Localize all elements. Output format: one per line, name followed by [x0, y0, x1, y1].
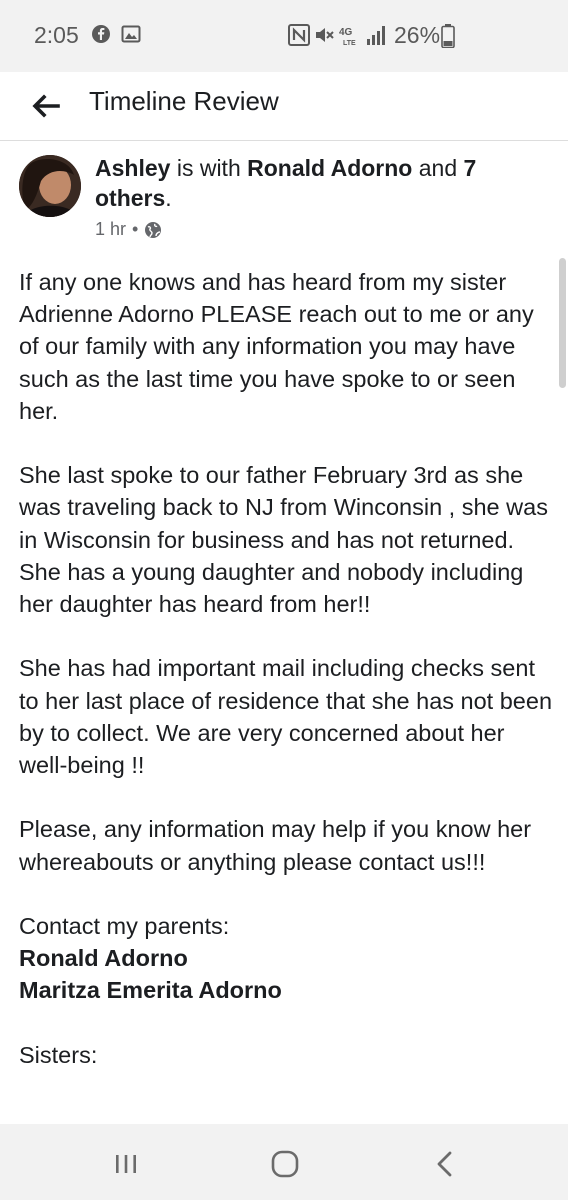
svg-text:4G: 4G — [339, 27, 353, 38]
recent-apps-icon — [106, 1144, 146, 1184]
post-paragraph: Please, any information may help if you know her whereabouts or anything please contact us!!! — [19, 816, 532, 875]
post-paragraph: If any one knows and has heard from my sister Adrienne Adorno PLEASE reach out to me or any of our family with any information you may have such as the last time you have spoke to or seen her. — [19, 269, 534, 424]
tagged-name[interactable]: Ronald Adorno — [247, 155, 413, 181]
home-icon — [265, 1144, 305, 1184]
post-meta — [95, 219, 162, 240]
battery-percent: 26% — [394, 22, 441, 48]
nav-back-button[interactable] — [425, 1144, 465, 1184]
author-avatar[interactable] — [19, 155, 81, 217]
page-title: Timeline Review — [89, 86, 279, 116]
sisters-label: Sisters: — [19, 1041, 98, 1068]
contact-name: Maritza Emerita Adorno — [19, 977, 282, 1004]
period: . — [165, 185, 172, 211]
app-header — [0, 72, 568, 141]
post-paragraph: She has had important mail including checks sent to her last place of residence that she has not been by to collect. We are very concerned about her well-being !! — [19, 655, 553, 779]
post-time[interactable]: 1 hr — [95, 219, 127, 239]
post-author-line — [95, 153, 535, 213]
and-text: and — [412, 155, 464, 181]
mute-icon — [313, 24, 335, 46]
contact-name: Ronald Adorno — [19, 945, 188, 972]
battery-icon — [441, 24, 455, 48]
meta-dot: • — [132, 219, 139, 239]
back-icon — [425, 1144, 465, 1184]
status-time: 2:05 — [34, 22, 79, 48]
gallery-icon — [121, 24, 141, 44]
4g-lte-icon — [338, 24, 362, 48]
with-text: is with — [170, 155, 248, 181]
post-paragraph: She last spoke to our father February 3rd as she was traveling back to NJ from Winconsin , she was in Wisconsin for business and has not returned. She has a young daughter and nobody including her daughter has heard from her!! — [19, 462, 548, 618]
scrollbar[interactable] — [559, 258, 566, 388]
status-bar — [0, 0, 568, 72]
nfc-icon — [288, 24, 310, 46]
svg-text:LTE: LTE — [343, 40, 356, 47]
back-button[interactable] — [24, 84, 68, 128]
recent-apps-button[interactable] — [106, 1144, 146, 1184]
author-name[interactable]: Ashley — [95, 155, 171, 181]
post-body — [19, 266, 554, 1103]
arrow-left-icon — [24, 84, 68, 128]
avatar-photo — [19, 155, 81, 217]
signal-icon — [366, 24, 388, 46]
globe-icon — [144, 221, 162, 239]
system-nav-bar — [0, 1124, 568, 1200]
others-link[interactable]: 7 others — [95, 155, 477, 211]
contact-label: Contact my parents: — [19, 913, 230, 939]
home-button[interactable] — [265, 1144, 305, 1184]
facebook-icon — [91, 24, 111, 44]
